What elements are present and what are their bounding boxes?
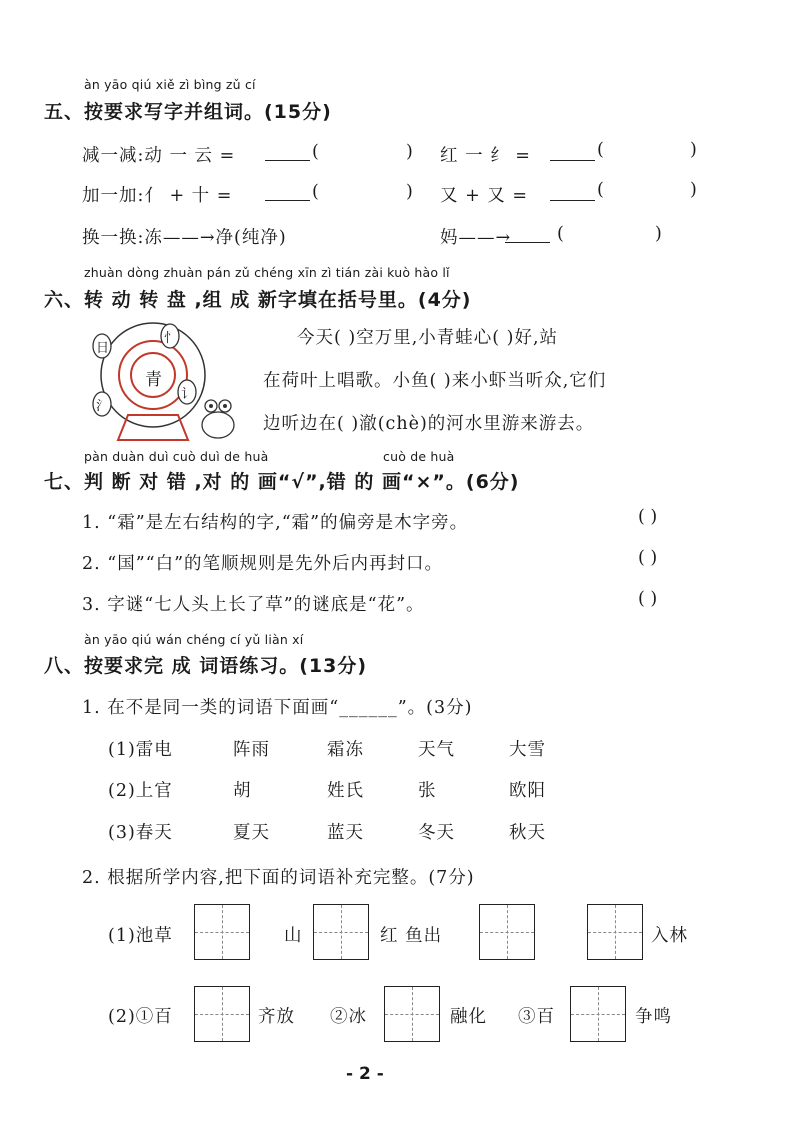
s5-row2-left-paren-close: ) <box>406 182 413 202</box>
section6-title: 六、转 动 转 盘 ,组 成 新字填在括号里。(4分) <box>44 289 472 311</box>
s8-fill2-part5: ③百 <box>518 1007 555 1027</box>
s8-row3-word4[interactable]: 冬天 <box>418 823 455 843</box>
s8-fill1-prefix: (1)池草 <box>108 926 173 946</box>
s8-row2-word3[interactable]: 姓氏 <box>327 781 364 801</box>
s5-row1-right: 红 一 纟 = <box>440 146 531 166</box>
frog-icon <box>202 400 234 438</box>
section6-pinyin: zhuàn dòng zhuàn pán zǔ chéng xīn zì tián zài kuò hào lǐ <box>84 265 450 280</box>
s8-row3-word1[interactable]: (3)春天 <box>108 823 173 843</box>
s8-fill1-grid-4[interactable] <box>587 904 643 960</box>
s8-row2-word4[interactable]: 张 <box>418 781 437 801</box>
s7-item-3: 3. 字谜“七人头上长了草”的谜底是“花”。 <box>82 595 425 615</box>
s5-row2-right-paren-close: ) <box>690 180 697 200</box>
s8-fill2-part6: 争鸣 <box>635 1007 672 1027</box>
s8-row2-word1[interactable]: (2)上官 <box>108 781 173 801</box>
s5-row3-right-paren-close: ) <box>655 224 662 244</box>
s5-row3-right: 妈——→ <box>440 228 512 248</box>
s8-fill2-grid-1[interactable] <box>194 986 250 1042</box>
s7-item-1: 1. “霜”是左右结构的字,“霜”的偏旁是木字旁。 <box>82 513 469 533</box>
s5-row1-right-blank[interactable] <box>550 142 595 161</box>
wheel-char-3: 氵 <box>96 399 110 414</box>
s8-fill2-part2: 齐放 <box>258 1007 295 1027</box>
s6-text-line3: 边听边在( )澈(chè)的河水里游来游去。 <box>263 414 595 434</box>
wheel-char-4: 讠 <box>181 387 195 402</box>
s5-row1-left-paren-open: ( <box>312 142 319 162</box>
s5-row2-left-blank[interactable] <box>265 182 310 201</box>
s5-row1-left-paren-close: ) <box>406 142 413 162</box>
s8-row1-word3[interactable]: 霜冻 <box>327 740 364 760</box>
section5-pinyin: àn yāo qiú xiě zì bìng zǔ cí <box>84 77 256 92</box>
s8-fill1-grid-1[interactable] <box>194 904 250 960</box>
s5-row2-right-paren-open: ( <box>597 180 604 200</box>
s8-row1-word5[interactable]: 大雪 <box>509 740 546 760</box>
s5-row2-right-blank[interactable] <box>550 182 595 201</box>
s8-row1-word1[interactable]: (1)雷电 <box>108 740 173 760</box>
s8-question-1: 1. 在不是同一类的词语下面画“______”。(3分) <box>82 698 473 718</box>
s5-row3-left: 换一换:冻——→净(纯净) <box>82 228 287 248</box>
s6-text-line2: 在荷叶上唱歌。小鱼( )来小虾当听众,它们 <box>263 371 607 391</box>
s8-fill1-part3: 红 鱼出 <box>380 926 443 946</box>
s8-row2-word5[interactable]: 欧阳 <box>509 781 546 801</box>
s5-row2-left-paren-open: ( <box>312 182 319 202</box>
s7-item-2: 2. “国”“白”的笔顺规则是先外后内再封口。 <box>82 554 444 574</box>
s8-fill2-prefix: (2)①百 <box>108 1007 173 1027</box>
s7-answer-box-3[interactable]: ( ) <box>638 589 658 609</box>
rotating-wheel-illustration <box>88 320 248 450</box>
s8-fill1-grid-3[interactable] <box>479 904 535 960</box>
s5-row1-right-paren-open: ( <box>597 140 604 160</box>
s7-answer-box-2[interactable]: ( ) <box>638 548 658 568</box>
s8-fill1-grid-2[interactable] <box>313 904 369 960</box>
s5-row3-right-paren-open: ( <box>557 224 564 244</box>
s6-text-line1: 今天( )空万里,小青蛙心( )好,站 <box>297 328 559 348</box>
s8-fill2-grid-2[interactable] <box>384 986 440 1042</box>
s8-row1-word4[interactable]: 天气 <box>418 740 455 760</box>
s8-row3-word5[interactable]: 秋天 <box>509 823 546 843</box>
s8-fill1-part2: 山 <box>284 926 303 946</box>
section7-pinyin-left: pàn duàn duì cuò duì de huà <box>84 449 269 464</box>
wheel-char-1: 日 <box>96 341 110 356</box>
s5-row2-right: 又 + 又 = <box>440 186 529 206</box>
section8-pinyin: àn yāo qiú wán chéng cí yǔ liàn xí <box>84 632 304 647</box>
s8-question-2: 2. 根据所学内容,把下面的词语补充完整。(7分) <box>82 868 475 888</box>
section5-title: 五、按要求写字并组词。(15分) <box>44 101 332 123</box>
s7-answer-box-1[interactable]: ( ) <box>638 507 658 527</box>
section7-pinyin-right: cuò de huà <box>383 449 455 464</box>
s5-row1-left-blank[interactable] <box>265 142 310 161</box>
s8-fill1-part4: 入林 <box>651 926 688 946</box>
s5-row1-right-paren-close: ) <box>690 140 697 160</box>
s8-row1-word2[interactable]: 阵雨 <box>233 740 270 760</box>
section8-title: 八、按要求完 成 词语练习。(13分) <box>44 655 368 677</box>
s8-fill2-grid-3[interactable] <box>570 986 626 1042</box>
s8-fill2-part3: ②冰 <box>330 1007 367 1027</box>
section7-title: 七、判 断 对 错 ,对 的 画“√”,错 的 画“×”。(6分) <box>44 471 520 493</box>
page-number: - 2 - <box>346 1064 384 1084</box>
s5-row2-left: 加一加:亻 + 十 = <box>82 186 233 206</box>
s8-row3-word2[interactable]: 夏天 <box>233 823 270 843</box>
s5-row1-left: 减一减:动 一 云 = <box>82 146 236 166</box>
wheel-char-2: 忄 <box>164 331 178 346</box>
s8-row3-word3[interactable]: 蓝天 <box>327 823 364 843</box>
s8-row2-word2[interactable]: 胡 <box>233 781 252 801</box>
s8-fill2-part4: 融化 <box>450 1007 487 1027</box>
wheel-center-char: 青 <box>145 370 162 390</box>
s5-row3-right-blank[interactable] <box>505 224 550 243</box>
